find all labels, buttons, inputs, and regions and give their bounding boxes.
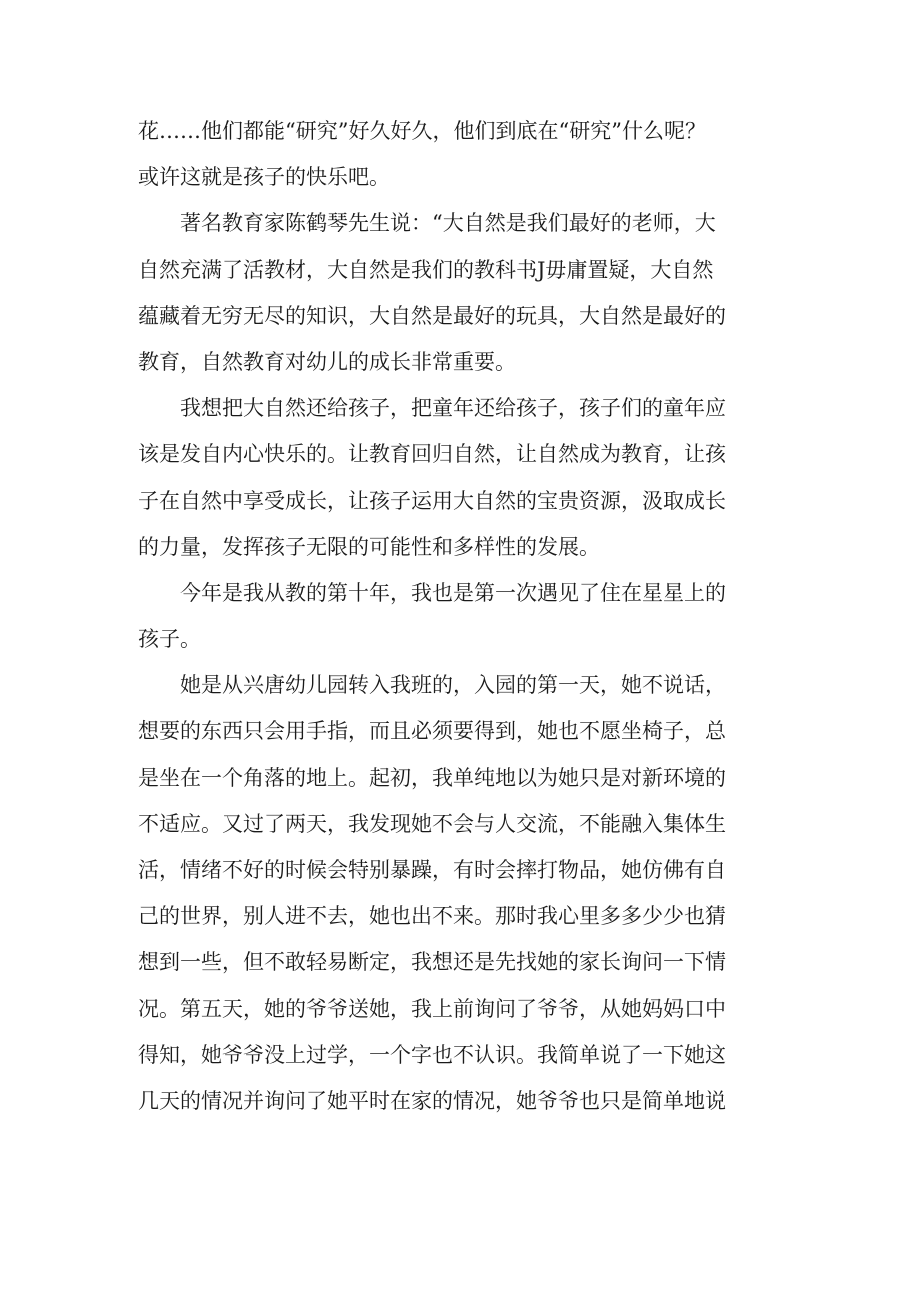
text-line: 她是从兴唐幼儿园转入我班的，入园的第一天，她不说话， <box>138 673 726 698</box>
paragraph-4 <box>138 570 798 662</box>
document-body <box>138 108 798 1124</box>
text-line: 蕴藏着无穷无尽的知识，大自然是最好的玩具，大自然是最好的 <box>138 303 726 328</box>
text-line: 是坐在一个角落的地上。起初，我单纯地以为她只是对新环境的 <box>138 765 726 790</box>
text-line: 得知，她爷爷没上过学，一个字也不认识。我简单说了一下她这 <box>138 1042 726 1067</box>
paragraph-1 <box>138 108 798 200</box>
text-line: 今年是我从教的第十年，我也是第一次遇见了住在星星上的 <box>138 580 726 605</box>
text-line: 几天的情况并询问了她平时在家的情况，她爷爷也只是简单地说 <box>138 1088 726 1113</box>
text-line: 该是发自内心快乐的。让教育回归自然，让自然成为教育，让孩 <box>138 442 726 467</box>
text-line: 的力量，发挥孩子无限的可能性和多样性的发展。 <box>138 534 600 559</box>
text-line: 孩子。 <box>138 627 201 652</box>
text-line: 我想把大自然还给孩子，把童年还给孩子，孩子们的童年应 <box>138 396 726 421</box>
paragraph-3 <box>138 385 798 570</box>
text-line: 自然充满了活教材，大自然是我们的教科书J毋庸置疑，大自然 <box>138 257 714 282</box>
text-line: 己的世界，别人进不去，她也出不来。那时我心里多多少少也猜 <box>138 904 726 929</box>
text-line: 或许这就是孩子的快乐吧。 <box>138 165 390 190</box>
text-line: 活，情绪不好的时候会特别暴躁，有时会摔打物品，她仿佛有自 <box>138 858 726 882</box>
paragraph-2 <box>138 200 798 385</box>
paragraph-5 <box>138 662 798 1124</box>
text-line: 不适应。又过了两天，我发现她不会与人交流，不能融入集体生 <box>138 811 726 836</box>
text-line: 想到一些，但不敢轻易断定，我想还是先找她的家长询问一下情 <box>138 950 726 975</box>
text-line: 教育，自然教育对幼儿的成长非常重要。 <box>138 349 516 374</box>
text-line: 花……他们都能“研究”好久好久，他们到底在“研究”什么呢？ <box>138 119 706 143</box>
text-line: 子在自然中享受成长，让孩子运用大自然的宝贵资源，汲取成长 <box>138 488 726 513</box>
text-line: 况。第五天，她的爷爷送她，我上前询问了爷爷，从她妈妈口中 <box>138 996 726 1021</box>
text-line: 想要的东西只会用手指，而且必须要得到，她也不愿坐椅子，总 <box>138 719 726 744</box>
text-line: 著名教育家陈鹤琴先生说：“大自然是我们最好的老师，大 <box>138 211 716 236</box>
